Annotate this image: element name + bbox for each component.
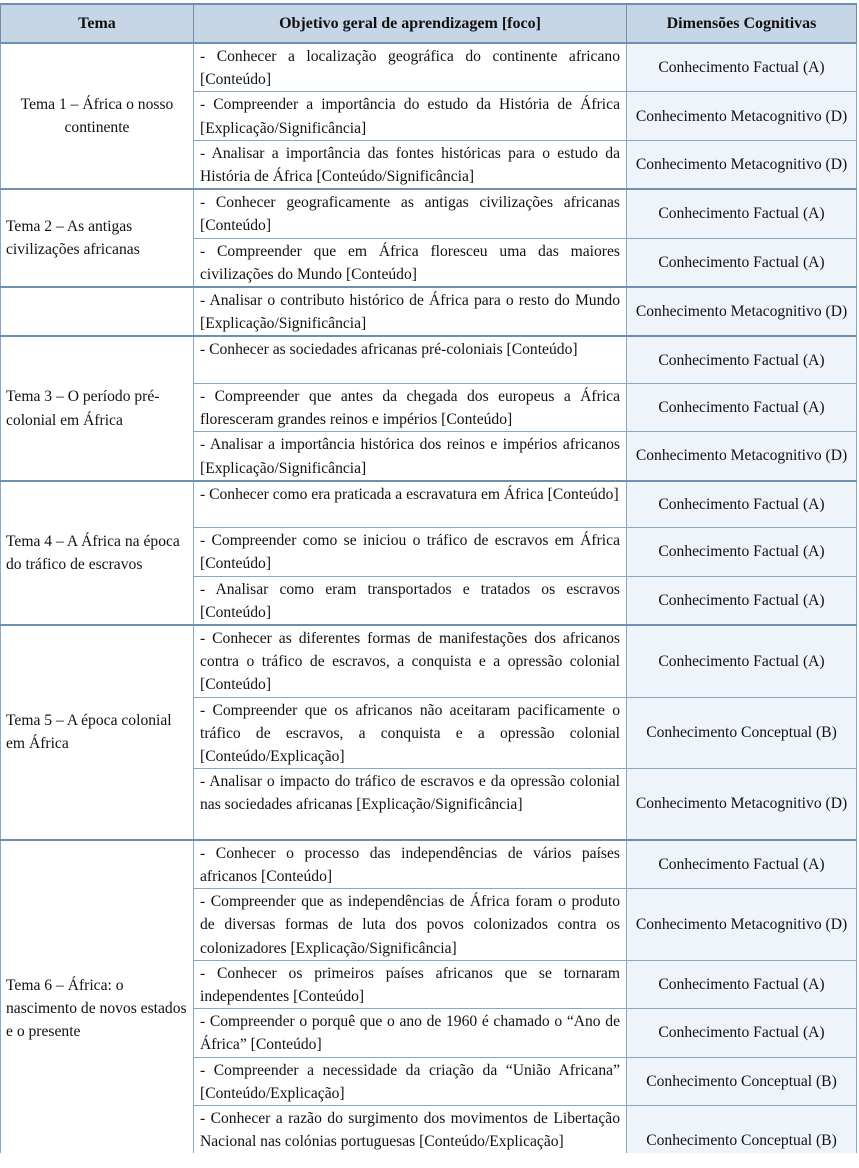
- objetivo-cell: - Analisar a importância das fontes históricas para o estudo da História de África [Conteúdo/Significância]: [194, 140, 627, 189]
- dimensao-cell: Conhecimento Factual (A): [627, 576, 857, 625]
- table-row: [1, 43, 857, 92]
- dimensao-cell: Conhecimento Factual (A): [627, 336, 857, 383]
- tema-cell: Tema 3 – O período pré-colonial em África: [1, 336, 194, 480]
- table-row: [1, 189, 857, 238]
- document-page: [0, 3, 859, 1153]
- tema-cell: Tema 6 – África: o nascimento de novos estados e o presente: [1, 840, 194, 1153]
- objetivo-cell: - Compreender o porquê que o ano de 1960 é chamado o “Ano de África” [Conteúdo]: [194, 1009, 627, 1057]
- dimensao-cell: Conhecimento Metacognitivo (D): [627, 769, 857, 840]
- dimensao-cell: Conhecimento Metacognitivo (D): [627, 140, 857, 189]
- dimensao-cell: Conhecimento Metacognitivo (D): [627, 432, 857, 481]
- dimensao-cell: Conhecimento Factual (A): [627, 960, 857, 1008]
- dimensao-cell: Conhecimento Factual (A): [627, 238, 857, 287]
- header-objetivo: Objetivo geral de aprendizagem [foco]: [194, 4, 627, 43]
- objetivo-cell: - Conhecer as diferentes formas de manifestações dos africanos contra o tráfico de escravos, a conquista e a opressão colonial [Conteúdo]: [194, 625, 627, 697]
- tema-cell: Tema 4 – A África na época do tráfico de escravos: [1, 481, 194, 625]
- header-tema: Tema: [1, 4, 194, 43]
- table-row: [1, 625, 857, 697]
- dimensao-cell: Conhecimento Factual (A): [627, 528, 857, 576]
- header-dimensoes: Dimensões Cognitivas: [627, 4, 857, 43]
- tema-cell: Tema 5 – A época colonial em África: [1, 625, 194, 840]
- objetivo-cell: - Conhecer os primeiros países africanos que se tornaram independentes [Conteúdo]: [194, 960, 627, 1008]
- objetivo-cell: - Compreender que os africanos não aceitaram pacificamente o tráfico de escravos, a conquista e a opressão colonial [Conteúdo/Explicação]: [194, 697, 627, 769]
- tema-cell: Tema 1 – África o nosso continente: [1, 43, 194, 189]
- table-row: [1, 840, 857, 889]
- table-header-row: [1, 4, 857, 43]
- objetivo-cell: - Compreender que em África floresceu uma das maiores civilizações do Mundo [Conteúdo]: [194, 238, 627, 287]
- dimensao-cell: Conhecimento Conceptual (B): [627, 1057, 857, 1105]
- dimensao-cell: Conhecimento Factual (A): [627, 840, 857, 889]
- table-row: [1, 287, 857, 336]
- objetivo-cell: - Compreender a necessidade da criação da “União Africana” [Conteúdo/Explicação]: [194, 1057, 627, 1105]
- objetivo-cell: - Analisar o impacto do tráfico de escravos e da opressão colonial nas sociedades africanas [Explicação/Significância]: [194, 769, 627, 840]
- objetivo-cell: - Conhecer geograficamente as antigas civilizações africanas [Conteúdo]: [194, 189, 627, 238]
- dimensao-cell: Conhecimento Metacognitivo (D): [627, 287, 857, 336]
- dimensao-cell: Conhecimento Factual (A): [627, 481, 857, 528]
- dimensao-cell: Conhecimento Factual (A): [627, 43, 857, 92]
- table-row: [1, 481, 857, 528]
- objetivo-cell: - Conhecer as sociedades africanas pré-coloniais [Conteúdo]: [194, 336, 627, 383]
- table-row: [1, 336, 857, 383]
- objetivo-cell: - Compreender que as independências de África foram o produto de diversas formas de luta dos povos colonizados contra os colonizadores [Explicação/Significância]: [194, 889, 627, 961]
- dimensao-cell: Conhecimento Conceptual (B): [627, 1106, 857, 1153]
- dimensao-cell: Conhecimento Metacognitivo (D): [627, 92, 857, 140]
- tema-cell: Tema 2 – As antigas civilizações africanas: [1, 189, 194, 287]
- dimensao-cell: Conhecimento Conceptual (B): [627, 697, 857, 769]
- objetivo-cell: - Compreender como se iniciou o tráfico de escravos em África [Conteúdo]: [194, 528, 627, 576]
- objetivo-cell: - Analisar como eram transportados e tratados os escravos [Conteúdo]: [194, 576, 627, 625]
- dimensao-cell: Conhecimento Metacognitivo (D): [627, 889, 857, 961]
- dimensao-cell: Conhecimento Factual (A): [627, 383, 857, 431]
- objetivo-cell: - Analisar a importância histórica dos reinos e impérios africanos [Explicação/Significância]: [194, 432, 627, 481]
- learning-objectives-table: [0, 3, 857, 1153]
- objetivo-cell: - Analisar o contributo histórico de África para o resto do Mundo [Explicação/Significância]: [194, 287, 627, 336]
- dimensao-cell: Conhecimento Factual (A): [627, 1009, 857, 1057]
- dimensao-cell: Conhecimento Factual (A): [627, 189, 857, 238]
- objetivo-cell: - Compreender que antes da chegada dos europeus a África floresceram grandes reinos e impérios [Conteúdo]: [194, 383, 627, 431]
- objetivo-cell: - Conhecer a razão do surgimento dos movimentos de Libertação Nacional nas colónias portuguesas [Conteúdo/Explicação]: [194, 1106, 627, 1153]
- objetivo-cell: - Compreender a importância do estudo da História de África [Explicação/Significância]: [194, 92, 627, 140]
- objetivo-cell: - Conhecer a localização geográfica do continente africano [Conteúdo]: [194, 43, 627, 92]
- dimensao-cell: Conhecimento Factual (A): [627, 625, 857, 697]
- objetivo-cell: - Conhecer o processo das independências de vários países africanos [Conteúdo]: [194, 840, 627, 889]
- objetivo-cell: - Conhecer como era praticada a escravatura em África [Conteúdo]: [194, 481, 627, 528]
- tema-cell-empty: [1, 287, 194, 336]
